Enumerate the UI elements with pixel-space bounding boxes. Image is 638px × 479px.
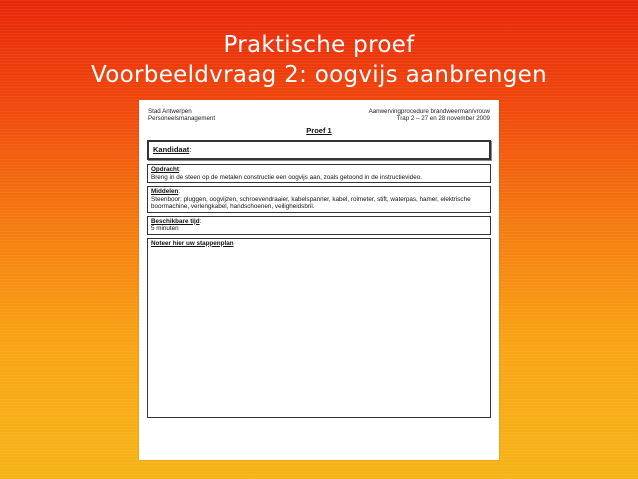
opdracht-colon: : [179, 166, 181, 173]
header-left [148, 108, 215, 122]
tijd-text: 5 minuten [151, 225, 179, 232]
notes-label: Noteer hier uw stappenplan [151, 239, 234, 247]
header-procedure: Aanwervingprocedure brandweerman/vrouw [368, 108, 490, 115]
middelen-colon: : [178, 188, 181, 195]
header-org: Stad Antwerpen [148, 108, 192, 115]
slide-title-line-2: Voorbeeldvraag 2: oogvijs aanbrengen [91, 62, 547, 88]
header-dept: Personeelsmanagement [148, 115, 216, 122]
document-title: Proef 1 [306, 126, 332, 135]
opdracht-text: Breng in de steen op de metalen constructie een oogvijs aan, zoals getoond in de instructievideo. [151, 173, 422, 181]
tijd-colon: : [199, 217, 202, 225]
opdracht-label: Opdracht [151, 166, 179, 173]
kandidaat-field[interactable] [147, 140, 491, 160]
kandidaat-colon: : [189, 145, 192, 155]
document-header [147, 108, 491, 124]
slide-title-line-1: Praktische proef [223, 32, 415, 58]
tijd-box [147, 216, 491, 235]
tijd-label: Beschikbare tijd [151, 217, 200, 225]
middelen-label: Middelen [151, 188, 179, 195]
document-page [139, 100, 499, 460]
kandidaat-label: Kandidaat [153, 145, 190, 155]
stappenplan-notes-area[interactable] [147, 238, 491, 418]
middelen-box [147, 186, 491, 213]
header-right [369, 108, 490, 122]
header-date: Trap 2 – 27 en 28 november 2009 [396, 115, 490, 122]
slide-title [0, 30, 638, 90]
middelen-text: Steenboor; pluggen, oogvijzen, schroevendraaier, kabelspanner, kabel, rolmeter, stift, waterpas, hamer, elektrische boormachine, verlengkabel, handschoenen, veiligheidsbril. [151, 195, 471, 210]
opdracht-box [147, 164, 491, 183]
